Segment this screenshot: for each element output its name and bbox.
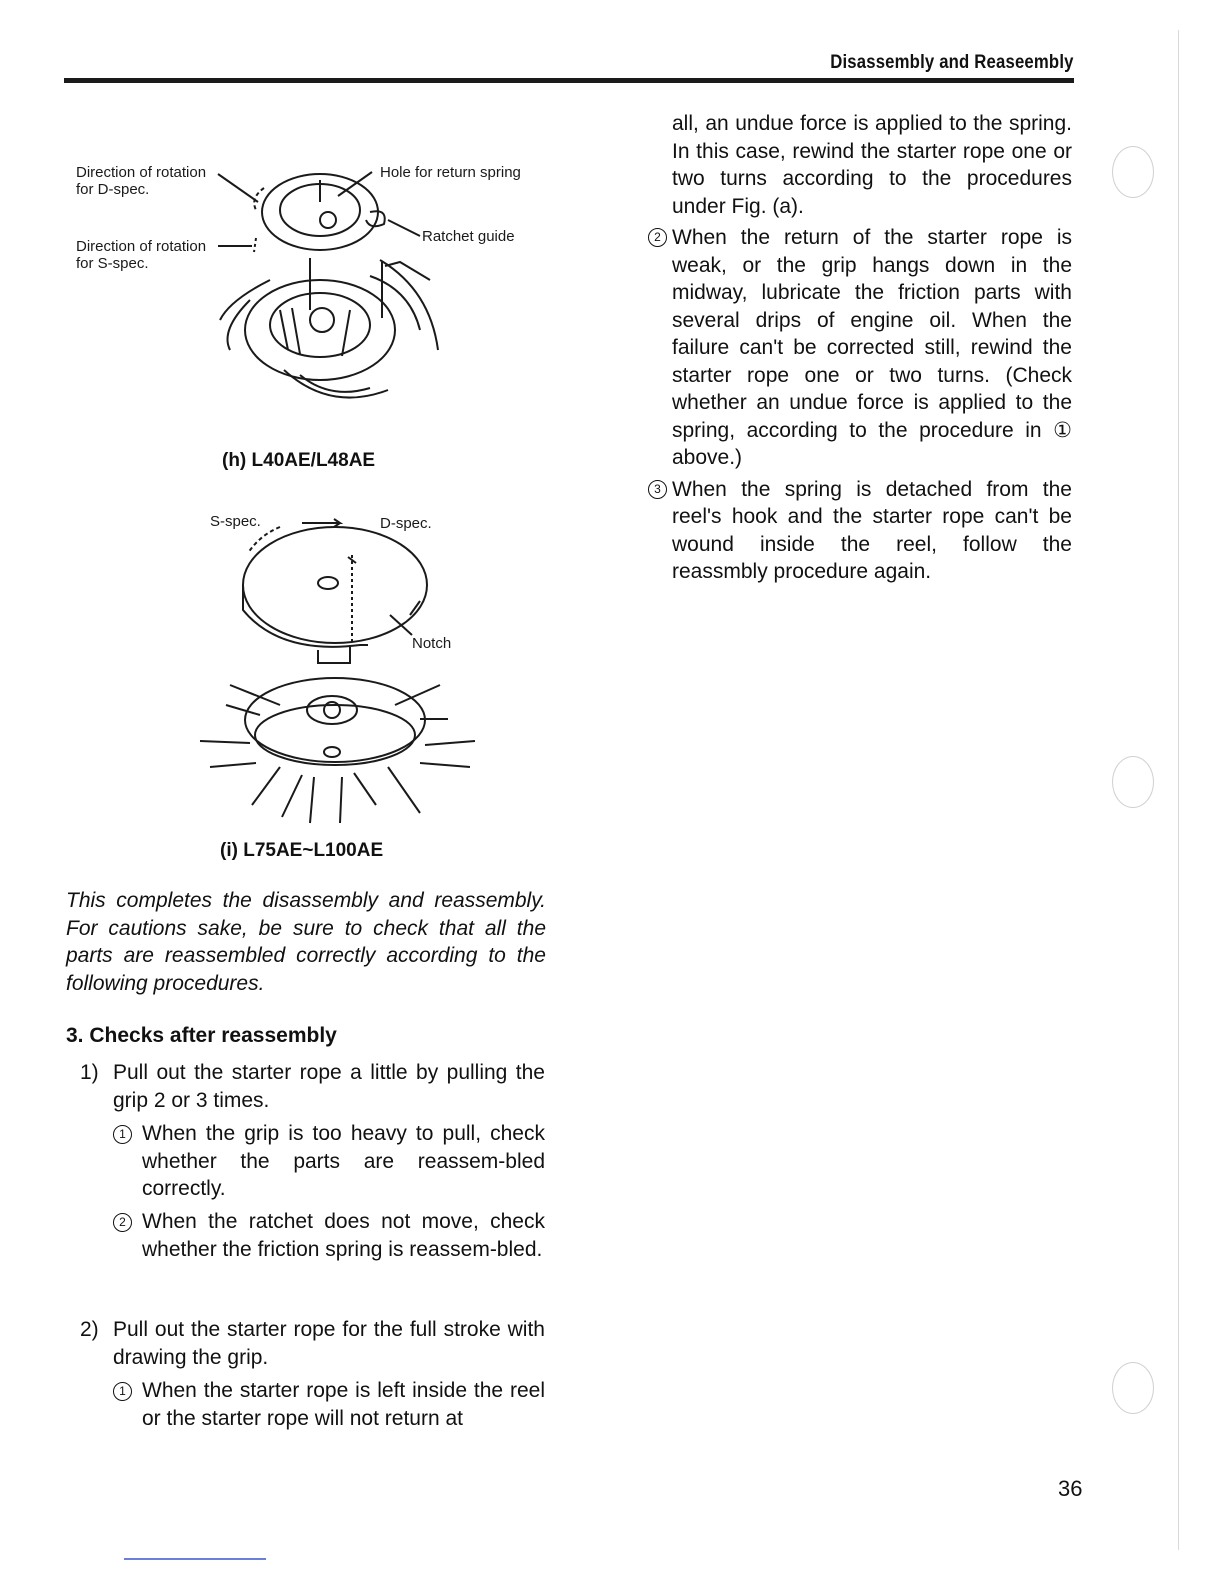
completion-note: This completes the disassembly and reassembly. For cautions sake, be sure to check that all the parts are reassembled correctly according to the following procedures.: [66, 889, 546, 995]
label-direction-s-spec: Direction of rotation for S-spec.: [76, 238, 207, 272]
figure-i-illustration: [190, 505, 490, 835]
running-header: Disassembly and Reaseembly: [830, 52, 1074, 73]
circled-number: 2: [648, 228, 667, 247]
label-ratchet-guide: Ratchet guide: [422, 228, 515, 245]
binder-hole: [1112, 756, 1154, 808]
circled-number: 1: [113, 1120, 135, 1148]
binder-hole: [1112, 1362, 1154, 1414]
sub-item-text: When the ratchet does not move, check whether the friction spring is reassem-bled.: [142, 1210, 545, 1261]
label-hole-return-spring: Hole for return spring: [380, 164, 521, 181]
list-item-text: Pull out the starter rope for the full stroke with drawing the grip.: [113, 1318, 545, 1369]
figure-i-caption: (i) L75AE~L100AE: [220, 840, 384, 861]
sub-item-text: When the spring is detached from the reel's hook and the starter rope can't be wound inside the reel, follow the reassmbly procedure again.: [672, 477, 1072, 583]
label-d-spec: D-spec.: [380, 515, 432, 532]
circled-number: 1: [113, 1377, 135, 1405]
label-s-spec: S-spec.: [210, 513, 261, 530]
header-rule: [64, 78, 1074, 83]
binder-hole: [1112, 146, 1154, 198]
section-heading: 3. Checks after reassembly: [66, 1024, 337, 1047]
figure-i: [190, 505, 490, 835]
figure-h: [70, 150, 540, 450]
sub-item-text: When the return of the starter rope is weak, or the grip hangs down in the midway, lubricate the friction parts with several drips of engine oil. When the failure can't be corrected still, rewind the starter rope one or two turns. (Check whether an undue force is applied to the spring, according to the procedure in ① above.): [672, 226, 1072, 469]
sub-item-text: When the grip is too heavy to pull, check whether the parts are reassem-bled correctly.: [142, 1122, 545, 1200]
page-edge-line: [1178, 30, 1179, 1550]
bottom-mark: [124, 1558, 266, 1560]
item-number: 2): [80, 1318, 99, 1341]
right-sub-item-3: [654, 476, 1072, 586]
right-sub-item-2: [654, 224, 1072, 472]
label-direction-d-spec: Direction of rotation for D-spec.: [76, 164, 207, 198]
continued-paragraph: all, an undue force is applied to the spring. In this case, rewind the starter rope one or two turns according to the procedures under Fig. (a).: [672, 112, 1072, 218]
page-number: 36: [1058, 1476, 1083, 1501]
label-notch: Notch: [412, 635, 452, 652]
figure-h-caption: (h) L40AE/L48AE: [222, 450, 376, 471]
circled-number: 2: [113, 1208, 135, 1236]
circled-number: 3: [648, 480, 667, 499]
item-number: 1): [80, 1061, 99, 1084]
list-item-text: Pull out the starter rope a little by pulling the grip 2 or 3 times.: [113, 1061, 545, 1112]
sub-item-text: When the starter rope is left inside the reel or the starter rope will not return at: [142, 1379, 545, 1430]
right-column: [654, 110, 1072, 586]
